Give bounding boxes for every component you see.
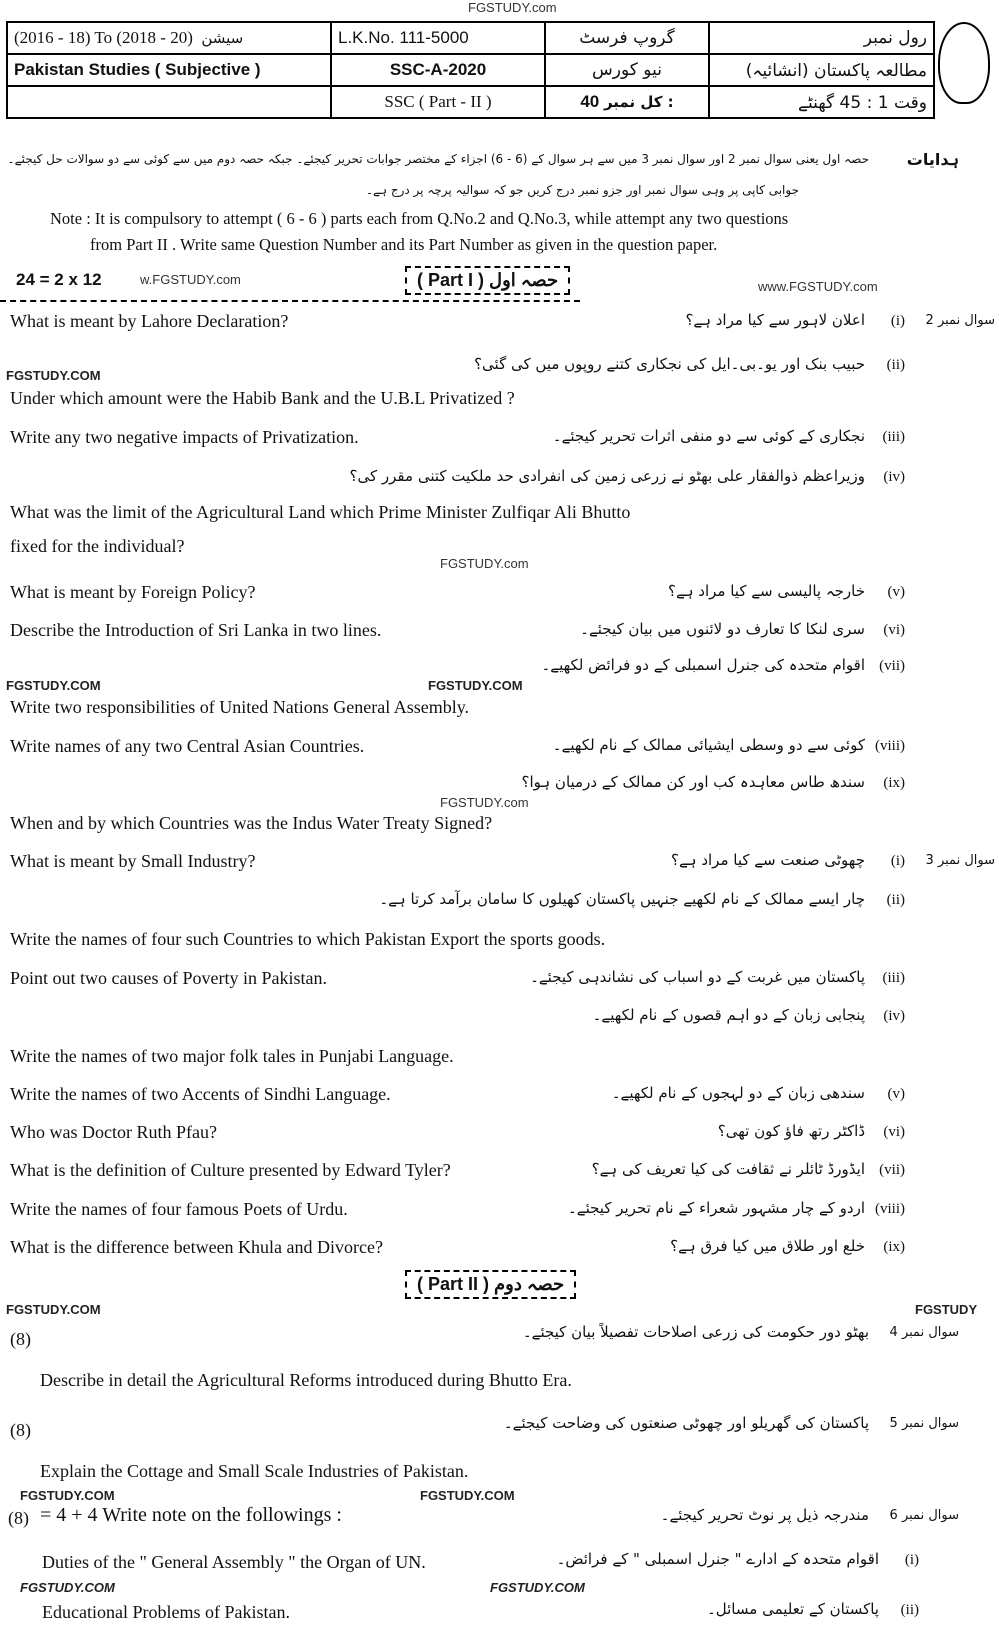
q5-label: سوال نمبر 5: [889, 1416, 959, 1431]
q2-part-number: (vi): [883, 622, 905, 638]
q6-urdu: مندرجہ ذیل پر نوٹ تحریر کیجئے۔: [660, 1506, 869, 1524]
q4-urdu: بھٹو دور حکومت کی زرعی اصلاحات تفصیلاً بیان کیجئے۔: [522, 1323, 869, 1341]
q2-part-english: Under which amount were the Habib Bank and the U.B.L Privatized ?: [10, 388, 515, 408]
watermark: FGSTUDY.COM: [20, 1488, 115, 1503]
q3-part-urdu: پنجابی زبان کے دو اہم قصوں کے نام لکھیے۔: [592, 1006, 865, 1024]
note-line-1: Note : It is compulsory to attempt ( 6 - 6 ) parts each from Q.No.2 and Q.No.3, while attempt any two questions: [50, 209, 789, 228]
q3-part-english: What is the definition of Culture presented by Edward Tyler?: [10, 1160, 451, 1180]
q2-part-english: When and by which Countries was the Indus Water Treaty Signed?: [10, 813, 493, 833]
q2-part-urdu: کوئی سے دو وسطی ایشیائی ممالک کے نام لکھیے۔: [552, 736, 865, 754]
q6-part-english: Duties of the " General Assembly " the Organ of UN.: [42, 1552, 426, 1572]
watermark: FGSTUDY.COM: [20, 1580, 115, 1595]
watermark: FGSTUDY.com: [440, 556, 529, 571]
q2-part-number: (iii): [882, 429, 905, 445]
instructions-label: ہدایات: [906, 150, 959, 169]
q2-part-urdu: سندھ طاس معاہدہ کب اور کن ممالک کے درمیان ہوا؟: [521, 773, 865, 791]
q2-part-number: (viii): [875, 738, 905, 754]
watermark: w.FGSTUDY.com: [140, 272, 241, 287]
divider: [0, 300, 580, 302]
board-logo: [938, 22, 990, 104]
q2-part-urdu: حبیب بنک اور یو۔بی۔ایل کی نجکاری کتنے روپوں میں کی گئی؟: [474, 355, 865, 373]
q2-part-urdu: خارجہ پالیسی سے کیا مراد ہے؟: [667, 582, 865, 600]
total-marks: 40: [580, 92, 600, 111]
q2-part-number: (ix): [883, 775, 905, 791]
watermark: FGSTUDY.com: [468, 0, 557, 15]
session-label: سیشن: [201, 29, 244, 47]
q2-part-english: Describe the Introduction of Sri Lanka in two lines.: [10, 620, 382, 640]
q3-part-number: (vii): [879, 1162, 905, 1178]
subject-english: Pakistan Studies ( Subjective ): [7, 54, 331, 86]
q3-part-urdu: سندھی زبان کے دو لہجوں کے نام لکھیے۔: [611, 1084, 865, 1102]
q4-english: Describe in detail the Agricultural Reforms introduced during Bhutto Era.: [40, 1370, 572, 1390]
q3-part-english: What is meant by Small Industry?: [10, 851, 256, 871]
watermark: www.FGSTUDY.com: [758, 279, 878, 294]
watermark: FGSTUDY.COM: [6, 368, 101, 383]
time: وقت 1 : 45 گھنٹے: [709, 86, 934, 118]
q6-part-urdu: اقوام متحدہ کے ادارے " جنرل اسمبلی " کے فرائض۔: [556, 1550, 879, 1568]
note-line-2: from Part II . Write same Question Number and its Part Number as given in the question paper.: [90, 235, 718, 254]
q3-part-number: (iv): [883, 1008, 905, 1024]
watermark: FGSTUDY.COM: [6, 678, 101, 693]
q3-part-english: Write the names of four famous Poets of Urdu.: [10, 1199, 348, 1219]
q3-part-english: Write the names of four such Countries to which Pakistan Export the sports goods.: [10, 929, 606, 949]
course: نیو کورس: [545, 54, 709, 86]
q6-part-english: Educational Problems of Pakistan.: [42, 1602, 290, 1622]
q3-part-urdu: چار ایسے ممالک کے نام لکھیے جنہیں پاکستان کھیلوں کا سامان برآمد کرتا ہے۔: [379, 890, 865, 908]
q2-part-urdu: وزیراعظم ذوالفقار علی بھٹو نے زرعی زمین کی انفرادی حد ملکیت کتنی مقرر کی؟: [349, 467, 865, 485]
q2-label: سوال نمبر 2: [925, 313, 995, 328]
q3-part-english: Write the names of two Accents of Sindhi Language.: [10, 1084, 391, 1104]
total-marks-label: کل نمبر :: [603, 93, 674, 111]
q3-part-urdu: چھوٹی صنعت سے کیا مراد ہے؟: [671, 851, 865, 869]
q3-part-english: Write the names of two major folk tales in Punjabi Language.: [10, 1046, 454, 1066]
header-table: [6, 21, 935, 119]
q2-part-number: (iv): [883, 469, 905, 485]
part2-heading: ( Part II ) حصہ دوم: [405, 1270, 576, 1299]
q2-part-english: Write names of any two Central Asian Countries.: [10, 736, 365, 756]
q2-part-urdu: سری لنکا کا تعارف دو لائنوں میں بیان کیجئے۔: [580, 620, 865, 638]
q5-marks: (8): [10, 1420, 31, 1440]
q3-part-english: Point out two causes of Poverty in Pakistan.: [10, 968, 327, 988]
q3-label: سوال نمبر 3: [925, 853, 995, 868]
q5-urdu: پاکستان کی گھریلو اور چھوٹی صنعتوں کی وضاحت کیجئے۔: [503, 1414, 869, 1432]
q6-part-urdu: پاکستان کے تعلیمی مسائل۔: [706, 1600, 879, 1618]
q6-english: = 4 + 4 Write note on the followings :: [40, 1504, 342, 1526]
watermark: FGSTUDY.COM: [6, 1302, 101, 1317]
q2-part-number: (v): [887, 584, 905, 600]
q2-part-urdu: اعلان لاہور سے کیا مراد ہے؟: [685, 311, 865, 329]
instructions-urdu-1: حصہ اول یعنی سوال نمبر 2 اور سوال نمبر 3 میں سے ہر سوال کے (6 - 6) اجزاء کے مختصر جوابات تحریر کیجئے۔ جبکہ حصہ دوم میں سے کوئی سے دو سوالات حل کیجئے۔: [7, 152, 869, 166]
q5-english: Explain the Cottage and Small Scale Industries of Pakistan.: [40, 1461, 469, 1481]
q6-part-number: (i): [904, 1552, 919, 1568]
q3-part-urdu: ایڈورڈ ٹائلر نے ثقافت کی کیا تعریف کی ہے؟: [591, 1160, 865, 1178]
q6-part-number: (ii): [900, 1602, 919, 1618]
instructions-urdu-2: جوابی کاپی پر وہی سوال نمبر اور جزو نمبر درج کریں جو کہ سوالیہ پرچہ پر درج ہے۔: [365, 183, 799, 197]
watermark: FGSTUDY.COM: [428, 678, 523, 693]
q2-part-english: Write two responsibilities of United Nations General Assembly.: [10, 697, 470, 717]
q2-part-english: What was the limit of the Agricultural Land which Prime Minister Zulfiqar Ali Bhutto: [10, 502, 631, 522]
q3-part-urdu: ڈاکٹر رتھ فاؤ کون تھی؟: [717, 1122, 865, 1140]
q3-part-english: What is the difference between Khula and Divorce?: [10, 1237, 383, 1257]
q3-part-number: (iii): [882, 970, 905, 986]
watermark: FGSTUDY: [915, 1302, 978, 1317]
session: (2016 - 18) To (2018 - 20): [14, 28, 193, 47]
lk-number: L.K.No. 111-5000: [331, 22, 545, 54]
q3-part-number: (ii): [886, 892, 905, 908]
watermark: FGSTUDY.COM: [420, 1488, 515, 1503]
q3-part-number: (v): [887, 1086, 905, 1102]
q3-part-urdu: خلع اور طلاق میں کیا فرق ہے؟: [670, 1237, 865, 1255]
q6-marks: (8): [8, 1508, 29, 1528]
q2-part-english: What is meant by Lahore Declaration?: [10, 311, 289, 331]
q2-part-number: (ii): [886, 357, 905, 373]
q3-part-number: (ix): [883, 1239, 905, 1255]
watermark: FGSTUDY.COM: [490, 1580, 585, 1595]
q2-part-english-continued: fixed for the individual?: [10, 536, 185, 556]
part1-marks: 24 = 2 x 12: [16, 270, 102, 289]
q6-label: سوال نمبر 6: [889, 1508, 959, 1523]
q4-marks: (8): [10, 1329, 31, 1349]
q3-part-number: (vi): [883, 1124, 905, 1140]
roll-number-label: رول نمبر: [709, 22, 934, 54]
watermark: FGSTUDY.com: [440, 795, 529, 810]
subject-urdu: مطالعہ پاکستان (انشائیہ): [709, 54, 934, 86]
q3-part-urdu: اردو کے چار مشہور شعراء کے نام تحریر کیجئے۔: [568, 1199, 865, 1217]
q2-part-english: What is meant by Foreign Policy?: [10, 582, 256, 602]
q2-part-urdu: نجکاری کے کوئی سے دو منفی اثرات تحریر کیجئے۔: [552, 427, 865, 445]
q3-part-number: (i): [890, 853, 905, 869]
q2-part-number: (i): [890, 313, 905, 329]
q2-part-number: (vii): [879, 658, 905, 674]
q3-part-number: (viii): [875, 1201, 905, 1217]
q4-label: سوال نمبر 4: [889, 1325, 959, 1340]
part1-heading: ( Part I ) حصہ اول: [405, 266, 570, 295]
q2-part-urdu: اقوام متحدہ کی جنرل اسمبلی کے دو فرائض لکھیے۔: [541, 656, 865, 674]
q2-part-english: Write any two negative impacts of Privatization.: [10, 427, 359, 447]
group: گروپ فرسٹ: [545, 22, 709, 54]
class: SSC ( Part - II ): [331, 86, 545, 118]
q3-part-urdu: پاکستان میں غربت کے دو اسباب کی نشاندہی کیجئے۔: [530, 968, 865, 986]
paper-code: SSC-A-2020: [331, 54, 545, 86]
q3-part-english: Who was Doctor Ruth Pfau?: [10, 1122, 217, 1142]
